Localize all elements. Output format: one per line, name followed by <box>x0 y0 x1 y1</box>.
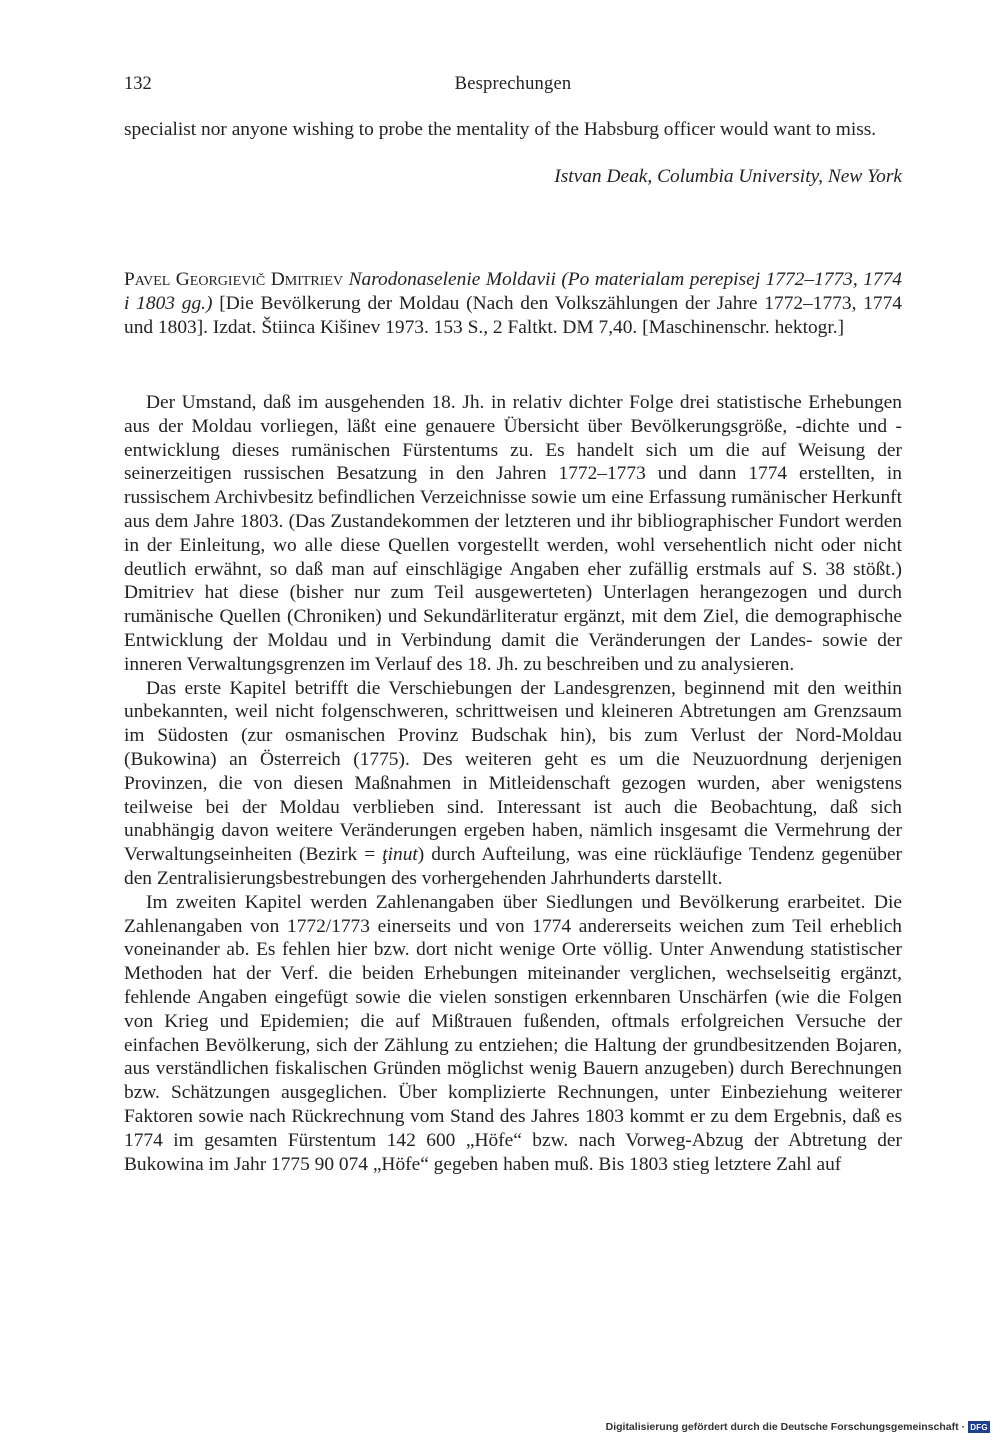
running-head <box>124 74 902 100</box>
bibliographic-entry <box>124 268 902 339</box>
book-details: [Die Bevölkerung der Moldau (Nach den Volkszählungen der Jahre 1772–1773, 1774 und 1803]. Izdat. Štiinca Kišinev 1973. 153 S., 2 Faltkt. DM 7,40. [Maschinenschr. hektogr.] <box>124 292 902 338</box>
review-paragraph: Im zweiten Kapitel werden Zahlenangaben über Siedlungen und Bevölkerung erarbeitet. Die Zahlenangaben von 1772/1773 einerseits und von 1774 andererseits weichen zum Teil erheblich voneinander ab. Es fehlen hier bzw. dort nicht wenige Orte völlig. Unter Anwendung statistischer Methoden hat der Verf. die beiden Erhebungen miteinander verglichen, wechselseitig ergänzt, fehlende Angaben eingefügt sowie die vielen sonstigen erkennbaren Unschärfen (wie die Folgen von Krieg und Epidemien; die auf Mißtrauen fußenden, oftmals erfolgreichen Versuche der einfachen Bevölkerung, sich der Zählung zu entziehen; die Haltung der grundbesitzenden Bojaren, aus verständlichen fiskalischen Gründen möglichst wenig Bauern anzugeben) durch Berechnungen bzw. Schätzungen ausgeglichen. Über komplizierte Rechnungen, unter Einbeziehung weiterer Faktoren sowie nach Rückrechnung vom Stand des Jahres 1803 kommt er zu dem Ergebnis, daß es 1774 im gesamten Fürstentum 142 600 „Höfe“ bzw. nach Vorweg-Abzug der Abtretung der Bukowina im Jahr 1775 90 074 „Höfe“ gegeben haben muß. Bis 1803 stieg letztere Zahl auf <box>124 891 902 1175</box>
review-paragraph: Der Umstand, daß im ausgehenden 18. Jh. in relativ dichter Folge drei statistische Erhebungen aus der Moldau vorliegen, läßt eine genauere Übersicht über Bevölkerungsgröße, -dichte und -entwicklung dieses rumänischen Fürstentums zu. Es handelt sich um die auf Weisung der seinerzeitigen russischen Besatzung in den Jahren 1772–1773 und dann 1774 erstellten, in russischem Archivbesitz befindlichen Verzeichnisse sowie um eine Erfassung rumänischer Herkunft aus dem Jahre 1803. (Das Zustandekommen der letzteren und ihr bibliographischer Fundort werden in der Einleitung, wo alle diese Quellen vorgestellt werden, wohl versehentlich nicht oder nicht deutlich erwähnt, so daß man auf einschlägige Angaben eher zufällig erstmals auf S. 38 stößt.) Dmitriev hat diese (bisher nur zum Teil ausgewerteten) Unterlagen herangezogen und durch rumänische Quellen (Chroniken) und Sekundärliteratur ergänzt, mit dem Ziel, die demographische Entwicklung der Moldau und in Verbindung damit die Veränderungen der Landes- sowie der inneren Verwaltungsgrenzen im Verlauf des 18. Jh. zu beschreiben und zu analysieren. <box>124 392 902 675</box>
italic-term: ţinut <box>382 844 418 866</box>
reviewer-signature: Istvan Deak, Columbia University, New York <box>554 166 902 187</box>
dfg-logo-icon: DFG <box>968 1421 990 1433</box>
review-paragraph <box>124 677 902 891</box>
digitization-footer <box>606 1421 990 1433</box>
previous-review-ending: specialist nor anyone wishing to probe the mentality of the Habsburg officer would want to miss. <box>124 119 877 140</box>
section-title: Besprechungen <box>454 74 572 94</box>
page-number: 132 <box>124 74 152 94</box>
footer-text: Digitalisierung gefördert durch die Deutsche Forschungsgemeinschaft · <box>605 1421 965 1433</box>
book-author: Pavel Georgievič Dmitriev <box>124 269 344 290</box>
paragraph-text: ) durch Aufteilung, was eine rückläufige Tendenz gegenüber den Zentralisierungsbestrebungen des vorhergehenden Jahrhunderts darstellt. <box>124 844 903 889</box>
paragraph-text: Das erste Kapitel betrifft die Verschiebungen der Landesgrenzen, beginnend mit den weithin unbekannten, weil nicht folgenschweren, schrittweisen und kleineren Abtretungen am Grenzsaum im Südosten (zur osmanischen Provinz Budschak hin), bis zum Verlust der Nord-Moldau (Bukowina) an Österreich (1775). Des weiteren geht es um die Neuzuordnung derjenigen Provinzen, die von diesen Maßnahmen in Mitleidenschaft gezogen wurden, aber wenigstens teilweise bei der Moldau verblieben sind. Interessant ist auch die Beobachtung, daß sich unabhängig davon weitere Veränderungen ergeben haben, nämlich insgesamt die Vermehrung der Verwaltungseinheiten (Bezirk = <box>124 677 902 866</box>
review-body <box>124 391 902 1176</box>
book-title: Narodonaselenie Moldavii (Po materialam perepisej 1772–1773, 1774 i 1803 gg.) <box>124 269 902 314</box>
